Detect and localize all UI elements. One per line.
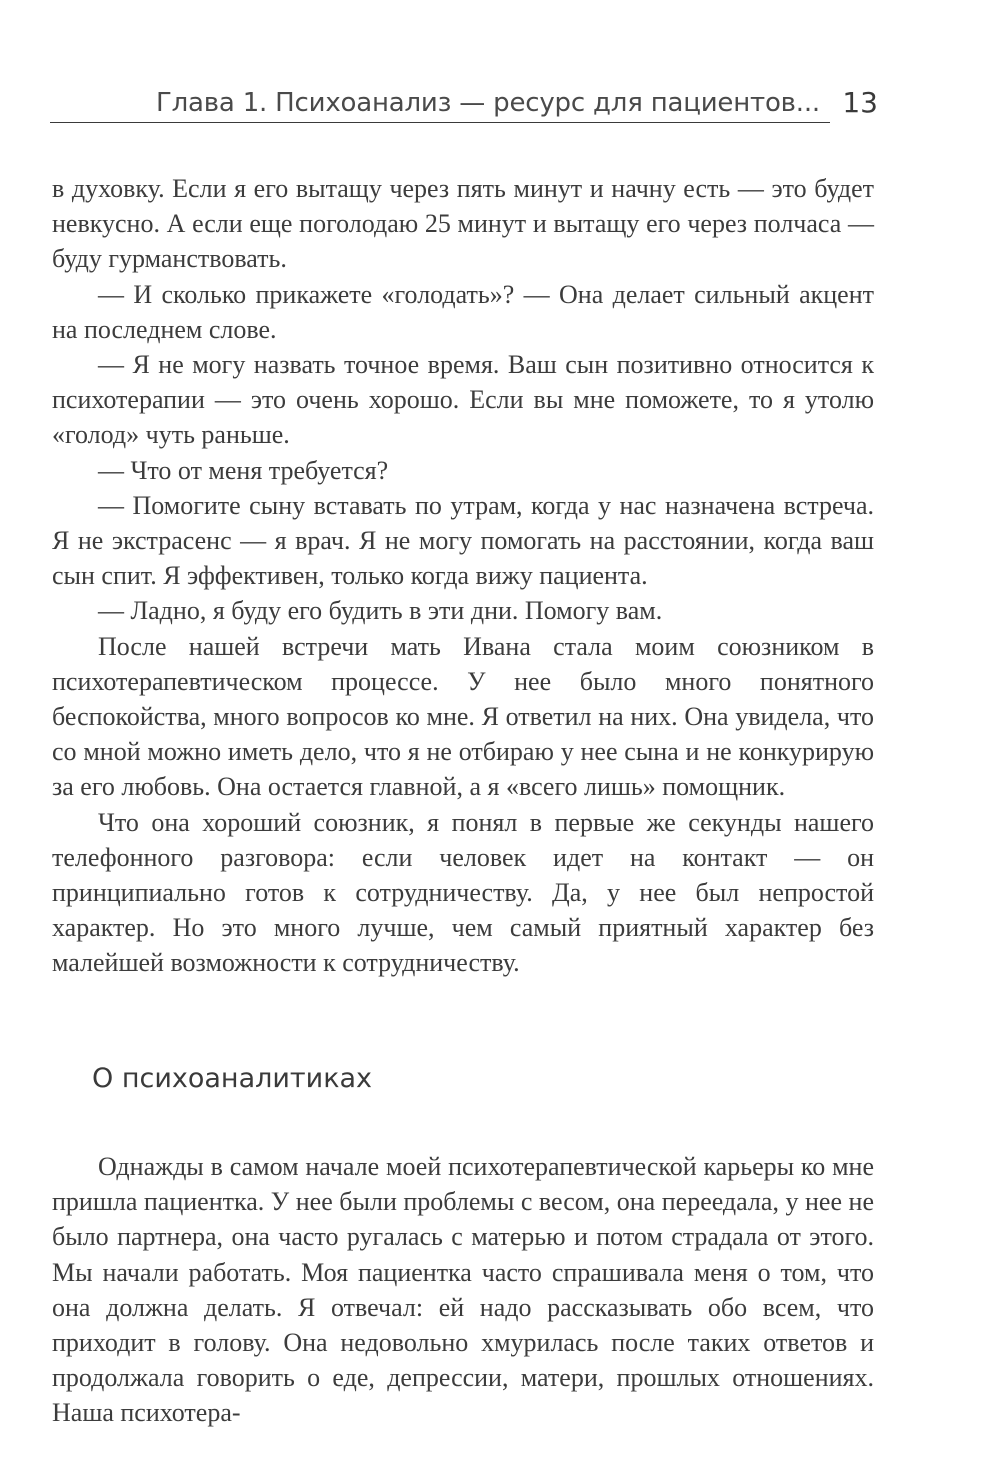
chapter-title: Глава 1. Психоанализ — ресурс для пациентов...	[155, 88, 820, 118]
section-text	[52, 1149, 874, 1431]
dialogue-line: — И сколько прикажете «голодать»? — Она делает сильный акцент на последнем слове.	[52, 279, 874, 344]
dialogue-line: — Помогите сыну вставать по утрам, когда у нас назначена встреча. Я не экстрасенс — я врач. Я не могу помогать на расстоянии, когда ваш сын спит. Я эффективен, только когда вижу пациента.	[52, 490, 874, 591]
page-number: 13	[842, 86, 878, 119]
dialogue-line: — Я не могу назвать точное время. Ваш сын позитивно относится к психотерапии — это очень хорошо. Если вы мне поможете, то я утолю «голод» чуть раньше.	[52, 350, 874, 450]
dialogue-line: — Что от меня требуется?	[98, 455, 389, 485]
header-rule	[50, 122, 830, 123]
dialogue-line: — Ладно, я буду его будить в эти дни. Помогу вам.	[98, 596, 663, 626]
section-heading: О психоаналитиках	[92, 1063, 373, 1094]
paragraph: После нашей встречи мать Ивана стала моим союзником в психотерапевтическом процессе. У нее было много понятного беспокойства, много вопросов ко мне. Я ответил на них. Она увидела, что со мной можно иметь дело, что я не отбираю у нее сына и не конкурирую за его любовь. Она остается главной, а я «всего лишь» помощник.	[52, 631, 874, 802]
paragraph: в духовку. Если я его вытащу через пять минут и начну есть — это будет невкусно. А если еще поголодаю 25 минут и вытащу его через полчаса — буду гурманствовать.	[52, 174, 874, 274]
main-text	[52, 171, 874, 981]
paragraph: Что она хороший союзник, я понял в первые же секунды нашего телефонного разговора: если человек идет на контакт — он принципиально готов к сотрудничеству. Да, у нее был непростой характер. Но это много лучше, чем самый приятный характер без малейшей возможности к сотрудничеству.	[52, 807, 874, 978]
running-head	[50, 84, 880, 132]
paragraph: Однажды в самом начале моей психотерапевтической карьеры ко мне пришла пациентка. У нее были проблемы с весом, она переедала, у нее не было партнера, она часто ругалась с матерью и потом страдала от этого. Мы начали работать. Моя пациентка часто спрашивала меня о том, что она должна делать. Я отвечал: ей надо рассказывать обо всем, что приходит в голову. Она недовольно хмурилась после таких ответов и продолжала говорить о еде, депрессии, матери, прошлых отношениях. Наша психотера-	[52, 1152, 874, 1428]
